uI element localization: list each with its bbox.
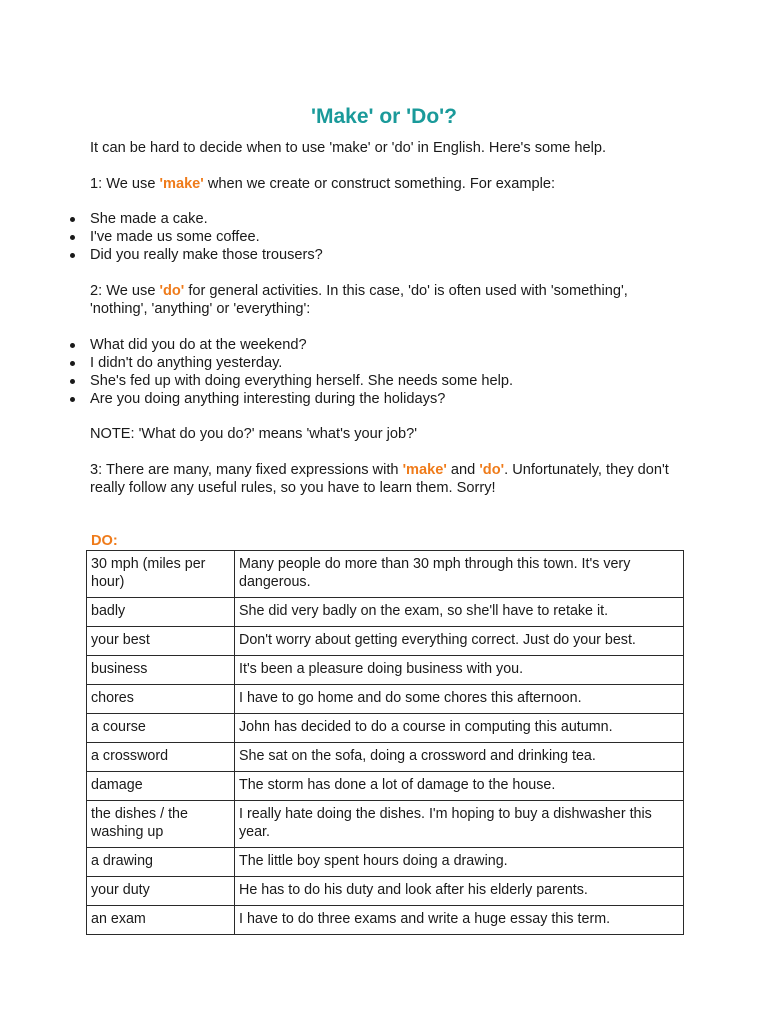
example-cell: Don't worry about getting everything correct. Just do your best.: [235, 627, 684, 656]
intro-paragraph: It can be hard to decide when to use 'make' or 'do' in English. Here's some help.: [90, 140, 607, 156]
table-row: [87, 848, 684, 877]
table-row: [87, 685, 684, 714]
section-1-text-before: 1: We use: [90, 176, 160, 192]
example-cell: I really hate doing the dishes. I'm hoping to buy a dishwasher this year.: [235, 801, 684, 848]
section-2-text-after: for general activities. In this case, 'do' is often used with 'something', 'nothing', 'anything' or 'everything':: [90, 283, 628, 317]
do-highlight: 'do': [479, 462, 505, 478]
expression-cell: business: [87, 656, 235, 685]
section-3-text-before: 3: There are many, many fixed expressions with: [90, 462, 403, 478]
list-item: She made a cake.: [70, 210, 690, 228]
example-cell: The little boy spent hours doing a drawing.: [235, 848, 684, 877]
example-cell: I have to do three exams and write a huge essay this term.: [235, 906, 684, 935]
section-2-text-before: 2: We use: [90, 283, 160, 299]
make-highlight: 'make': [402, 462, 447, 478]
list-item: I've made us some coffee.: [70, 228, 690, 246]
table-row: [87, 714, 684, 743]
table-row: [87, 877, 684, 906]
make-highlight: 'make': [159, 176, 204, 192]
table-row: [87, 656, 684, 685]
expression-cell: a crossword: [87, 743, 235, 772]
table-row: [87, 627, 684, 656]
list-item: I didn't do anything yesterday.: [70, 354, 690, 372]
note-paragraph: NOTE: 'What do you do?' means 'what's your job?': [90, 426, 418, 442]
example-cell: She sat on the sofa, doing a crossword and drinking tea.: [235, 743, 684, 772]
expression-cell: damage: [87, 772, 235, 801]
expression-cell: 30 mph (miles per hour): [87, 551, 235, 598]
section-3-paragraph: [90, 461, 670, 497]
page-title: 'Make' or 'Do'?: [311, 105, 457, 128]
example-cell: It's been a pleasure doing business with you.: [235, 656, 684, 685]
table-row: [87, 598, 684, 627]
table-row: [87, 801, 684, 848]
expression-cell: chores: [87, 685, 235, 714]
list-item: She's fed up with doing everything herself. She needs some help.: [70, 372, 690, 390]
table-row: [87, 743, 684, 772]
section-2-paragraph: [90, 282, 670, 318]
do-highlight: 'do': [159, 283, 185, 299]
section-3-text-after: . Unfortunately, they don't really follow any useful rules, so you have to learn them. Sorry!: [90, 462, 669, 496]
example-cell: John has decided to do a course in computing this autumn.: [235, 714, 684, 743]
expression-cell: a drawing: [87, 848, 235, 877]
do-section-label: DO:: [91, 533, 118, 549]
expression-cell: the dishes / the washing up: [87, 801, 235, 848]
list-item: Did you really make those trousers?: [70, 246, 690, 264]
example-cell: Many people do more than 30 mph through this town. It's very dangerous.: [235, 551, 684, 598]
list-item: Are you doing anything interesting during the holidays?: [70, 390, 690, 408]
expression-cell: your best: [87, 627, 235, 656]
do-expressions-table: [86, 550, 684, 935]
table-row: [87, 551, 684, 598]
section-3-text-middle: and: [446, 462, 480, 478]
do-examples-list: [70, 336, 690, 408]
expression-cell: your duty: [87, 877, 235, 906]
table-row: [87, 772, 684, 801]
make-examples-list: [70, 210, 690, 264]
list-item: What did you do at the weekend?: [70, 336, 690, 354]
section-1-paragraph: [90, 175, 690, 193]
example-cell: The storm has done a lot of damage to the house.: [235, 772, 684, 801]
table-row: [87, 906, 684, 935]
expression-cell: a course: [87, 714, 235, 743]
example-cell: I have to go home and do some chores this afternoon.: [235, 685, 684, 714]
expression-cell: badly: [87, 598, 235, 627]
expression-cell: an exam: [87, 906, 235, 935]
section-1-text-after: when we create or construct something. For example:: [203, 176, 556, 192]
example-cell: He has to do his duty and look after his elderly parents.: [235, 877, 684, 906]
example-cell: She did very badly on the exam, so she'll have to retake it.: [235, 598, 684, 627]
